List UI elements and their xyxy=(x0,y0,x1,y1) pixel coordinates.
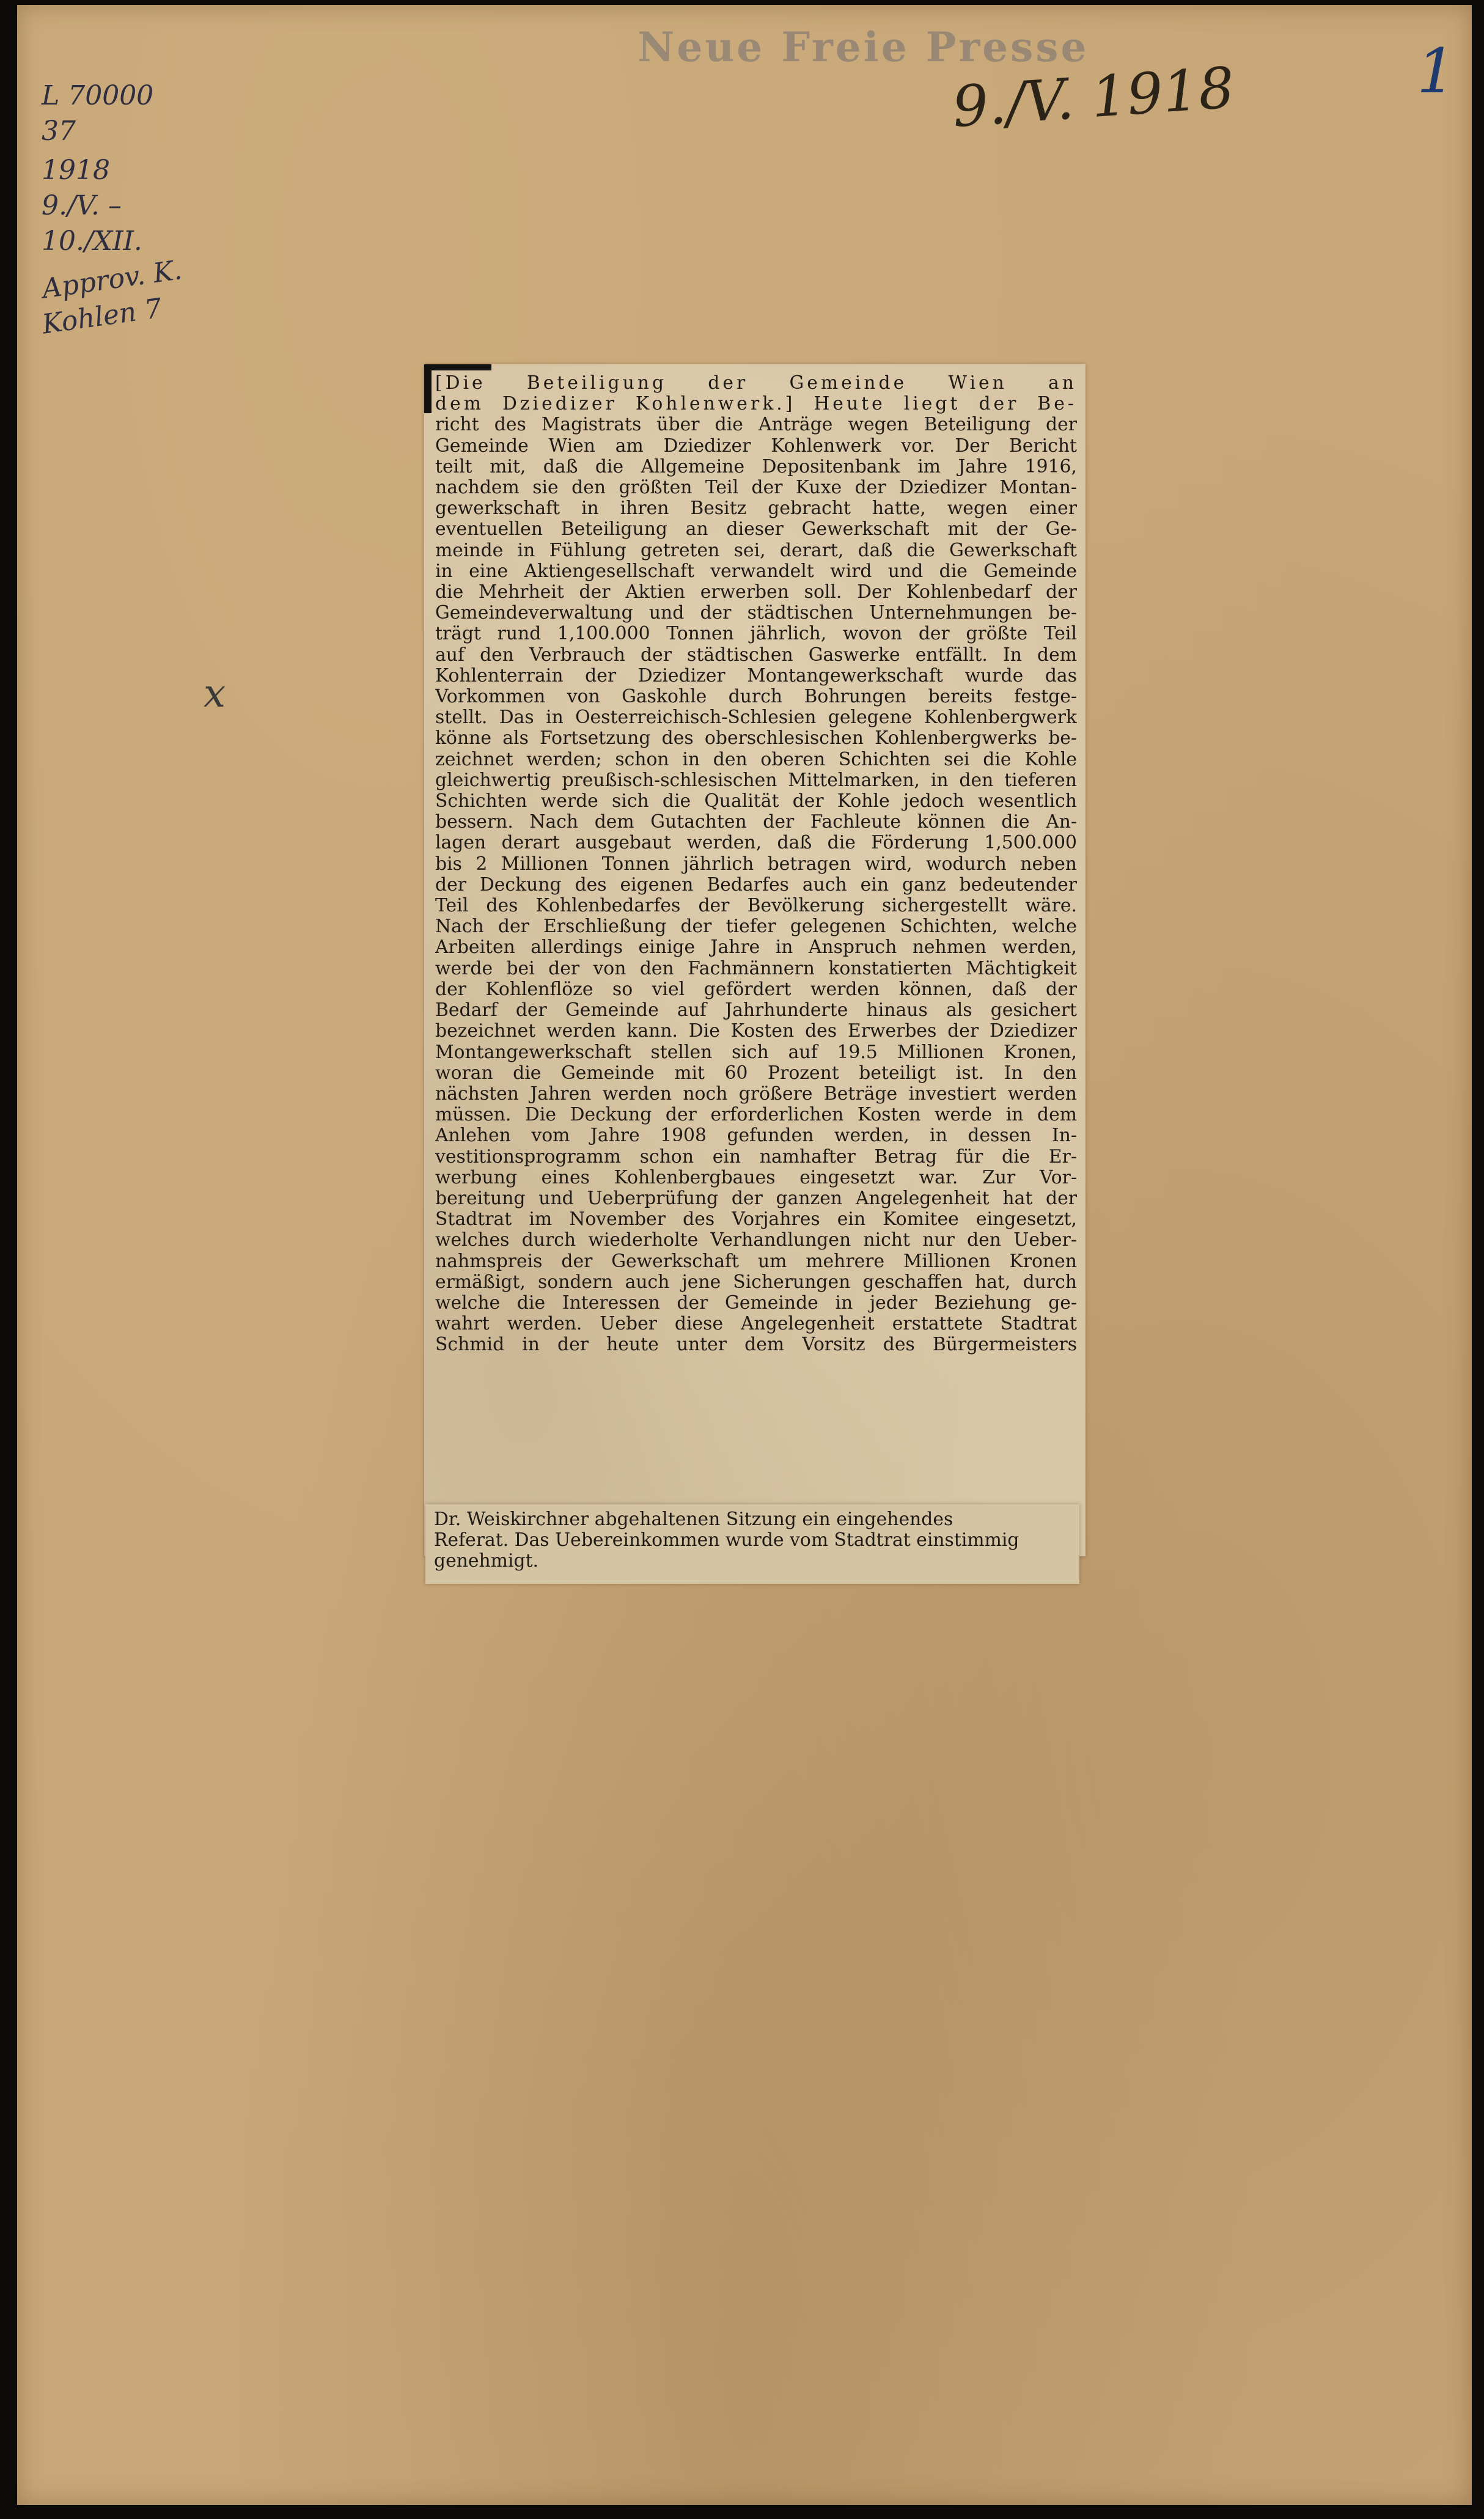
article-line: gleichwertig preußisch-schlesischen Mittelmarken, in den tieferen xyxy=(435,770,1077,791)
article-line: ermäßigt, sondern auch jene Sicherungen geschaffen hat, durch xyxy=(435,1271,1077,1293)
article-line: bezeichnet werden kann. Die Kosten des Erwerbes der Dziedizer xyxy=(435,1021,1077,1042)
article-line: welches durch wiederholte Verhandlungen nicht nur den Ueber- xyxy=(435,1230,1077,1251)
article-line: Kohlenterrain der Dziedizer Montangewerkschaft wurde das xyxy=(435,665,1077,686)
margin-mark: x xyxy=(204,671,226,716)
article-line: wahrt werden. Ueber diese Angelegenheit erstattete Stadtrat xyxy=(435,1314,1077,1335)
article-line: könne als Fortsetzung des oberschlesischen Kohlenbergwerks be- xyxy=(435,728,1077,749)
article-line: stellt. Das in Oesterreichisch-Schlesien gelegene Kohlenbergwerk xyxy=(435,707,1077,729)
article-line: vestitionsprogramm schon ein namhafter Betrag für die Er- xyxy=(435,1146,1077,1168)
newspaper-clipping-continuation xyxy=(425,1504,1079,1584)
article-line: werde bei der von den Fachmännern konstatierten Mächtigkeit xyxy=(435,958,1077,979)
archive-note: 9./V. – 10./XII. xyxy=(42,190,142,257)
article-line: Arbeiten allerdings einige Jahre in Anspruch nehmen werden, xyxy=(435,937,1077,958)
newspaper-clipping xyxy=(424,364,1085,1556)
clipping-corner-mark xyxy=(424,364,491,370)
article-line: zeichnet werden; schon in den oberen Schichten sei die Kohle xyxy=(435,749,1077,770)
newspaper-stamp: Neue Freie Presse xyxy=(637,23,1089,71)
article-line: teilt mit, daß die Allgemeine Depositenbank im Jahre 1916, xyxy=(435,456,1077,477)
archive-sheet xyxy=(17,5,1472,2505)
archive-note: Approv. K. xyxy=(40,254,184,305)
article-line: lagen derart ausgebaut werden, daß die Förderung 1,500.000 xyxy=(435,833,1077,854)
article-line: bereitung und Ueberprüfung der ganzen Angelegenheit hat der xyxy=(435,1188,1077,1209)
article-line: müssen. Die Deckung der erforderlichen Kosten werde in dem xyxy=(435,1105,1077,1126)
article-line: Bedarf der Gemeinde auf Jahrhunderte hinaus als gesichert xyxy=(435,1000,1077,1021)
article-line: bis 2 Millionen Tonnen jährlich betragen wird, wodurch neben xyxy=(435,853,1077,875)
article-line: Anlehen vom Jahre 1908 gefunden werden, in dessen In- xyxy=(435,1125,1077,1147)
article-line: trägt rund 1,100.000 Tonnen jährlich, wovon der größte Teil xyxy=(435,623,1077,645)
article-line: Nach der Erschließung der tiefer gelegenen Schichten, welche xyxy=(435,916,1077,938)
article-line: genehmigt. xyxy=(434,1550,539,1572)
article-line: bessern. Nach dem Gutachten der Fachleute können die An- xyxy=(435,812,1077,833)
archive-note: 1918 xyxy=(42,155,110,186)
archive-note: Kohlen 7 xyxy=(40,292,164,340)
article-line: Montangewerkschaft stellen sich auf 19.5 Millionen Kronen, xyxy=(435,1042,1077,1063)
clipping-corner-mark xyxy=(424,364,432,413)
article-line: woran die Gemeinde mit 60 Prozent beteiligt ist. In den xyxy=(435,1062,1077,1084)
article-line: welche die Interessen der Gemeinde in jeder Beziehung ge- xyxy=(435,1292,1077,1314)
article-line: nahmspreis der Gewerkschaft um mehrere Millionen Kronen xyxy=(435,1251,1077,1272)
article-line: nachdem sie den größten Teil der Kuxe der Dziedizer Montan- xyxy=(435,477,1077,499)
article-line: Referat. Das Uebereinkommen wurde vom Stadtrat einstimmig xyxy=(434,1529,1019,1551)
handwritten-date: 9./V. 1918 xyxy=(950,55,1236,140)
article-continuation xyxy=(434,1509,1070,1572)
archive-notes xyxy=(40,78,225,340)
article-line: [Die Beteiligung der Gemeinde Wien an xyxy=(435,373,1077,394)
article-line: nächsten Jahren werden noch größere Beträge investiert werden xyxy=(435,1083,1077,1105)
article-line: meinde in Fühlung getreten sei, derart, daß die Gewerkschaft xyxy=(435,540,1077,561)
article-line: Gemeinde Wien am Dziedizer Kohlenwerk vor. Der Bericht xyxy=(435,435,1077,457)
article-line: Dr. Weiskirchner abgehaltenen Sitzung ein eingehendes xyxy=(434,1509,953,1530)
article-line: der Kohlenflöze so viel gefördert werden können, daß der xyxy=(435,979,1077,1000)
archive-note: 37 xyxy=(42,116,76,147)
article-line: werbung eines Kohlenbergbaues eingesetzt war. Zur Vor- xyxy=(435,1167,1077,1188)
article-line: Gemeindeverwaltung und der städtischen Unternehmungen be- xyxy=(435,603,1077,624)
article-line: gewerkschaft in ihren Besitz gebracht hatte, wegen einer xyxy=(435,498,1077,520)
archive-note: L 70000 xyxy=(42,80,154,111)
article-line: eventuellen Beteiligung an dieser Gewerkschaft mit der Ge- xyxy=(435,519,1077,540)
article-line: Schichten werde sich die Qualität der Kohle jedoch wesentlich xyxy=(435,791,1077,812)
article-line: Stadtrat im November des Vorjahres ein Komitee eingesetzt, xyxy=(435,1209,1077,1230)
article-body xyxy=(435,373,1077,1356)
article-line: die Mehrheit der Aktien erwerben soll. Der Kohlenbedarf der xyxy=(435,582,1077,603)
article-line: richt des Magistrats über die Anträge wegen Beteiligung der xyxy=(435,414,1077,436)
article-line: auf den Verbrauch der städtischen Gaswerke entfällt. In dem xyxy=(435,644,1077,666)
article-line: dem Dziedizer Kohlenwerk.] Heute liegt der Be- xyxy=(435,394,1077,415)
article-line: in eine Aktiengesellschaft verwandelt wird und die Gemeinde xyxy=(435,561,1077,582)
article-line: Schmid in der heute unter dem Vorsitz des Bürgermeisters xyxy=(435,1334,1077,1356)
article-line: der Deckung des eigenen Bedarfes auch ein ganz bedeutender xyxy=(435,874,1077,895)
page-number: 1 xyxy=(1417,35,1456,107)
article-line: Vorkommen von Gaskohle durch Bohrungen bereits festge- xyxy=(435,686,1077,708)
article-line: Teil des Kohlenbedarfes der Bevölkerung sichergestellt wäre. xyxy=(435,895,1077,917)
